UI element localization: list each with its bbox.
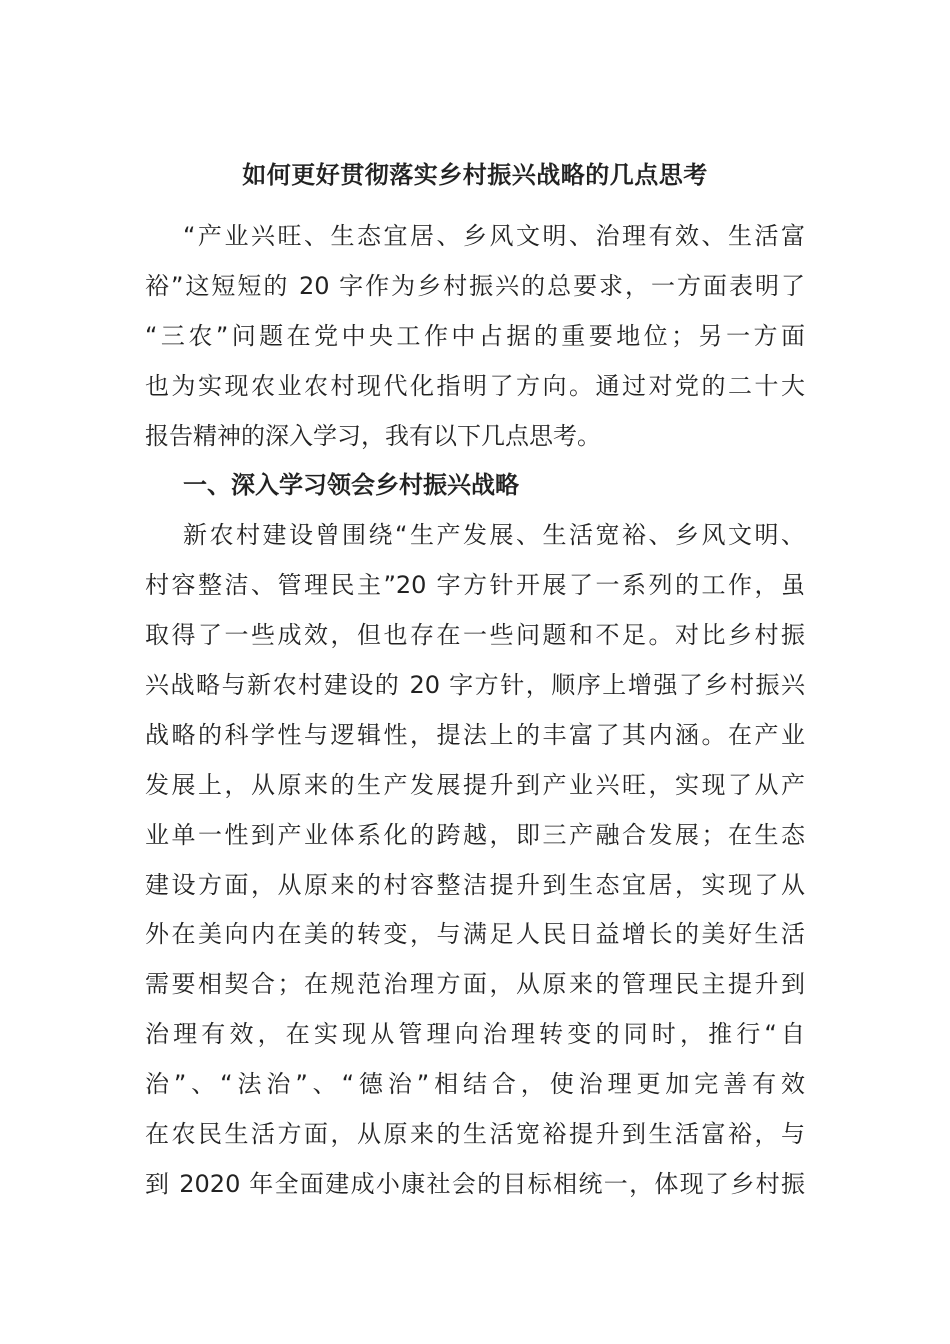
- document-title: 如何更好贯彻落实乡村振兴战略的几点思考: [242, 161, 708, 189]
- paragraph-2-line: 到 2020 年全面建成小康社会的目标相统一，体现了乡村振: [145, 1169, 805, 1198]
- paragraph-1-line: “产业兴旺、生态宜居、乡风文明、治理有效、生活富: [183, 222, 805, 250]
- paragraph-2-line: 在农民生活方面，从原来的生活宽裕提升到生活富裕，与: [145, 1120, 805, 1149]
- document-body: [145, 212, 805, 1210]
- paragraph-2-line: 村容整洁、管理民主”20 字方针开展了一系列的工作，虽: [145, 571, 805, 600]
- paragraph-1-line: 裕”这短短的 20 字作为乡村振兴的总要求，一方面表明了: [145, 271, 805, 300]
- paragraph-2-line: 业单一性到产业体系化的跨越，即三产融合发展；在生态: [145, 820, 805, 849]
- paragraph-2-line: 取得了一些成效，但也存在一些问题和不足。对比乡村振: [145, 621, 805, 650]
- paragraph-2-line: 战略的科学性与逻辑性，提法上的丰富了其内涵。在产业: [145, 720, 805, 749]
- paragraph-2-line: 治理有效，在实现从管理向治理转变的同时，推行“自: [145, 1020, 805, 1049]
- paragraph-2-line: 需要相契合；在规范治理方面，从原来的管理民主提升到: [145, 970, 805, 999]
- paragraph-1-line: 也为实现农业农村现代化指明了方向。通过对党的二十大: [145, 371, 805, 400]
- paragraph-2-line: 发展上，从原来的生产发展提升到产业兴旺，实现了从产: [145, 770, 805, 799]
- paragraph-2-line: 外在美向内在美的转变，与满足人民日益增长的美好生活: [145, 920, 805, 949]
- paragraph-2-line: 兴战略与新农村建设的 20 字方针，顺序上增强了乡村振兴: [145, 671, 805, 700]
- paragraph-2-line: 新农村建设曾围绕“生产发展、生活宽裕、乡风文明、: [183, 521, 805, 550]
- paragraph-2-line: 建设方面，从原来的村容整洁提升到生态宜居，实现了从: [145, 870, 805, 899]
- paragraph-1-line: 报告精神的深入学习，我有以下几点思考。: [145, 421, 601, 450]
- paragraph-1-line: “三农”问题在党中央工作中占据的重要地位；另一方面: [145, 321, 805, 350]
- section-heading-1: 一、深入学习领会乡村振兴战略: [183, 471, 519, 500]
- paragraph-2-line: 治”、“法治”、“德治”相结合，使治理更加完善有效: [145, 1070, 805, 1099]
